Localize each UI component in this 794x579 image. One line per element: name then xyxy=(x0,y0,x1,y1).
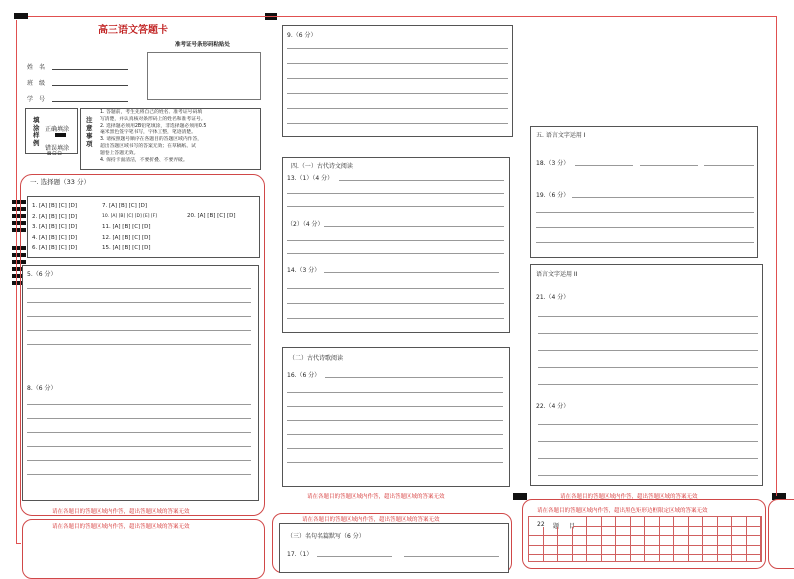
grid-cell[interactable] xyxy=(631,517,646,527)
section1-title: 一. 选择题（33 分） xyxy=(30,178,90,186)
q22-line[interactable] xyxy=(538,441,758,442)
q9-line[interactable] xyxy=(287,93,508,94)
grid-cell[interactable] xyxy=(573,546,588,556)
q21-line[interactable] xyxy=(538,350,758,351)
q22-label: 22.（4 分） xyxy=(536,403,570,410)
grid-cell[interactable] xyxy=(602,517,617,527)
grid-cell[interactable] xyxy=(573,536,588,546)
grid-cell[interactable] xyxy=(703,536,718,546)
q19-line[interactable] xyxy=(536,242,754,243)
sheet-title: 高三语文答题卡 xyxy=(98,25,168,36)
q13-label: 13.（1）（4 分） xyxy=(287,175,334,182)
q13-line[interactable] xyxy=(339,180,504,181)
wrong-fill-label: 错误填涂 xyxy=(45,145,70,152)
choice-row-2[interactable]: 2. [A] [B] [C] [D] xyxy=(32,213,78,220)
grid-cell[interactable] xyxy=(674,555,689,562)
class-field[interactable] xyxy=(52,85,128,86)
grid-cell[interactable] xyxy=(544,527,559,537)
q9-line[interactable] xyxy=(287,123,508,124)
notice-text: 1. 答题前，考生先将自己的姓名、准考证号码填 写清楚，并认真核对条形码上的姓名和准考证号。 2. 选择题必须用2B铅笔填涂，非选择题必须用0.5 毫米黑色签字笔书写，字体工整，笔迹清楚。 3. 请按照题号顺序在各题目的答题区域内作答， 超出答题区域书写的答案无效；在草稿纸、试 题卷上答题无效。 4. 保持卡面清洁，不要折叠、不要弄破。 xyxy=(100,110,207,163)
q9-line[interactable] xyxy=(287,78,508,79)
q16-line[interactable] xyxy=(287,406,503,407)
grid-cell[interactable] xyxy=(544,536,559,546)
q18-blank[interactable] xyxy=(575,165,633,166)
wrong-fill-samples: ⊠⊡⊟ xyxy=(47,151,63,157)
q13-2-label: （2）（4 分） xyxy=(287,221,324,228)
grid-cell[interactable] xyxy=(558,527,573,537)
frame-right-line xyxy=(776,16,777,496)
q18-blank[interactable] xyxy=(704,165,754,166)
q22-line[interactable] xyxy=(538,475,758,476)
q22-grid[interactable] xyxy=(528,516,762,562)
q22-line[interactable] xyxy=(538,424,758,425)
grid-cell[interactable] xyxy=(573,517,588,527)
grid-cell[interactable] xyxy=(660,527,675,537)
q14-line[interactable] xyxy=(287,318,504,319)
q8-line[interactable] xyxy=(27,418,251,419)
q14-label: 14.（3 分） xyxy=(287,267,321,274)
grid-cell[interactable] xyxy=(718,527,733,537)
section5-title: 五. 语言文字运用 I xyxy=(536,132,586,139)
name-field[interactable] xyxy=(52,69,128,70)
student-id-field[interactable] xyxy=(52,101,128,102)
q18-blank[interactable] xyxy=(640,165,698,166)
q19-label: 19.（6 分） xyxy=(536,192,570,199)
frame-top-line xyxy=(28,16,776,17)
grid-cell[interactable] xyxy=(544,546,559,556)
grid-cell[interactable] xyxy=(689,517,704,527)
grid-cell[interactable] xyxy=(645,546,660,556)
q19-line[interactable] xyxy=(536,212,754,213)
grid-cell[interactable] xyxy=(645,555,660,562)
q16-label: 16.（6 分） xyxy=(287,372,321,379)
q16-line[interactable] xyxy=(325,377,503,378)
grid-cell[interactable] xyxy=(631,527,646,537)
grid-cell[interactable] xyxy=(587,527,602,537)
grid-cell[interactable] xyxy=(660,517,675,527)
q9-line[interactable] xyxy=(287,63,508,64)
grid-cell[interactable] xyxy=(689,555,704,562)
choice-row-3[interactable]: 3. [A] [B] [C] [D] xyxy=(32,224,78,230)
q19-line[interactable] xyxy=(572,197,754,198)
q14-line[interactable] xyxy=(287,288,504,289)
grid-cell[interactable] xyxy=(689,546,704,556)
grid-cell[interactable] xyxy=(631,546,646,556)
grid-cell[interactable] xyxy=(602,555,617,562)
q9-line[interactable] xyxy=(287,48,508,49)
q17-line[interactable] xyxy=(404,556,499,557)
q9-line[interactable] xyxy=(287,108,508,109)
grid-cell[interactable] xyxy=(747,546,762,556)
frame-left-line xyxy=(16,20,17,543)
frame-bottom-line xyxy=(16,543,21,544)
q16-line[interactable] xyxy=(287,448,503,449)
notice-label: 注 意 事 项 xyxy=(86,116,93,148)
q8-label: 8.（6 分） xyxy=(27,385,57,392)
q8-line[interactable] xyxy=(27,460,251,461)
barcode-label: 准考证号条形码粘贴处 xyxy=(175,42,231,48)
choice-row-4[interactable]: 4. [A] [B] [C] [D] xyxy=(32,234,78,241)
grid-cell[interactable] xyxy=(660,536,675,546)
q13-2-line[interactable] xyxy=(324,226,504,227)
q13-2-line[interactable] xyxy=(287,253,504,254)
warning-text: 请在各题目的答题区域内作答，超出答题区域的答案无效 xyxy=(560,494,698,500)
section4-title: 四.（一）古代诗文阅读 xyxy=(291,163,353,170)
choice-col-3 xyxy=(187,211,236,222)
name-label: 姓 名 xyxy=(27,64,46,71)
grid-cell[interactable] xyxy=(587,546,602,556)
class-label: 班 级 xyxy=(27,80,46,87)
grid-cell[interactable] xyxy=(747,527,762,537)
grid-cell[interactable] xyxy=(674,536,689,546)
grid-cell[interactable] xyxy=(587,555,602,562)
q19-line[interactable] xyxy=(536,227,754,228)
poetry-subtitle: （二）古代诗歌阅读 xyxy=(289,355,344,362)
barcode-area[interactable] xyxy=(147,52,261,100)
grid-cell[interactable] xyxy=(747,517,762,527)
q16-line[interactable] xyxy=(287,434,503,435)
grid-cell[interactable] xyxy=(602,527,617,537)
grid-cell[interactable] xyxy=(529,546,544,556)
grid-cell[interactable] xyxy=(747,536,762,546)
q13-line[interactable] xyxy=(287,206,504,207)
grid-cell[interactable] xyxy=(674,546,689,556)
grid-cell[interactable] xyxy=(587,536,602,546)
grid-cell[interactable] xyxy=(558,555,573,562)
q9-label: 9.（6 分） xyxy=(287,32,317,39)
grid-cell[interactable] xyxy=(674,517,689,527)
q16-line[interactable] xyxy=(287,392,503,393)
grid-cell[interactable] xyxy=(573,527,588,537)
corner-marker-bottom-mid xyxy=(513,493,527,500)
q21-line[interactable] xyxy=(538,316,758,317)
grid-cell[interactable] xyxy=(631,536,646,546)
next-page-frame xyxy=(768,499,794,569)
correct-fill-sample xyxy=(55,133,66,137)
grid-cell[interactable] xyxy=(645,527,660,537)
q16-line[interactable] xyxy=(287,462,503,463)
grid-cell[interactable] xyxy=(645,517,660,527)
grid-cell[interactable] xyxy=(674,527,689,537)
q22-grid-label-1: 题 xyxy=(553,523,560,530)
q8-line[interactable] xyxy=(27,446,251,447)
warning-text: 请在各题目的答题区域内作答，超出答题区域的答案无效 xyxy=(52,524,190,530)
q5-line[interactable] xyxy=(27,316,251,317)
q22-grid-label-2: 目 xyxy=(569,523,576,530)
q5-line[interactable] xyxy=(27,288,251,289)
choice-row-20[interactable]: 20. [A] [B] [C] [D] xyxy=(187,213,236,219)
grid-cell[interactable] xyxy=(616,536,631,546)
correct-fill-label: 正确填涂 xyxy=(45,126,70,133)
grid-cell[interactable] xyxy=(718,546,733,556)
choice-col-2 xyxy=(102,201,157,254)
grid-cell[interactable] xyxy=(558,536,573,546)
q14-line[interactable] xyxy=(287,303,504,304)
warning-text: 请在各题目的答题区域内作答，超出答题区域的答案无效 xyxy=(302,517,440,523)
q9-box xyxy=(282,25,513,137)
grid-cell[interactable] xyxy=(573,555,588,562)
grid-cell[interactable] xyxy=(616,527,631,537)
q21-line[interactable] xyxy=(538,384,758,385)
q5-line[interactable] xyxy=(27,330,251,331)
choice-row-15[interactable]: 15. [A] [B] [C] [D] xyxy=(102,245,151,251)
grid-cell[interactable] xyxy=(660,546,675,556)
grid-cell[interactable] xyxy=(718,517,733,527)
grid-cell[interactable] xyxy=(732,555,747,562)
answer-box-5-8 xyxy=(22,265,259,501)
grid-cell[interactable] xyxy=(529,527,544,537)
grid-cell[interactable] xyxy=(732,536,747,546)
grid-cell[interactable] xyxy=(645,536,660,546)
q5-line[interactable] xyxy=(27,344,251,345)
grid-cell[interactable] xyxy=(529,536,544,546)
q13-line[interactable] xyxy=(287,193,504,194)
choice-row-1[interactable]: 1. [A] [B] [C] [D] xyxy=(32,203,78,209)
q14-line[interactable] xyxy=(324,272,499,273)
grid-cell[interactable] xyxy=(703,527,718,537)
grid-cell[interactable] xyxy=(732,527,747,537)
grid-cell[interactable] xyxy=(616,555,631,562)
grid-cell[interactable] xyxy=(602,536,617,546)
grid-cell[interactable] xyxy=(631,555,646,562)
choice-row-12[interactable]: 12. [A] [B] [C] [D] xyxy=(102,234,151,241)
warning-text: 请在各题目的答题区域内作答，超出答题区域的答案无效 xyxy=(52,509,190,515)
q18-label: 18.（3 分） xyxy=(536,160,570,167)
choice-row-10[interactable]: 10. [A] [B] [C] [D] [E] [F] xyxy=(102,213,158,219)
grid-cell[interactable] xyxy=(616,517,631,527)
section4-box xyxy=(282,157,510,333)
q5-label: 5.（6 分） xyxy=(27,271,57,278)
poetry-box xyxy=(282,347,510,487)
grid-cell[interactable] xyxy=(747,555,762,562)
choice-row-11[interactable]: 11. [A] [B] [C] [D] xyxy=(102,224,151,230)
grid-cell[interactable] xyxy=(544,555,559,562)
grid-cell[interactable] xyxy=(703,546,718,556)
q17-line[interactable] xyxy=(317,556,392,557)
q21-line[interactable] xyxy=(538,367,758,368)
q5-line[interactable] xyxy=(27,302,251,303)
q21-line[interactable] xyxy=(538,333,758,334)
q13-2-line[interactable] xyxy=(287,240,504,241)
fill-example-label: 填 涂 样 例 xyxy=(33,116,40,147)
grid-cell[interactable] xyxy=(660,555,675,562)
grid-cell[interactable] xyxy=(587,517,602,527)
lang2-title: 语言文字运用 II xyxy=(536,271,578,278)
grid-cell[interactable] xyxy=(703,555,718,562)
q21-label: 21.（4 分） xyxy=(536,294,570,301)
q8-line[interactable] xyxy=(27,474,251,475)
warning-text: 请在各题目的答题区域内作答，超出黑色矩形边框限定区域的答案无效 xyxy=(537,508,708,514)
grid-cell[interactable] xyxy=(689,536,704,546)
grid-cell[interactable] xyxy=(703,517,718,527)
grid-cell[interactable] xyxy=(689,527,704,537)
q22-line[interactable] xyxy=(538,458,758,459)
q8-line[interactable] xyxy=(27,432,251,433)
grid-cell[interactable] xyxy=(732,546,747,556)
q22-grid-number: 22 xyxy=(537,521,545,528)
grid-cell[interactable] xyxy=(718,555,733,562)
choice-col-1 xyxy=(32,201,77,254)
corner-marker-top-left xyxy=(14,13,28,19)
q16-line[interactable] xyxy=(287,420,503,421)
grid-cell[interactable] xyxy=(529,555,544,562)
grid-cell[interactable] xyxy=(558,546,573,556)
choice-row-6[interactable]: 6. [A] [B] [C] [D] xyxy=(32,245,78,251)
choice-row-7[interactable]: 7. [A] [B] [C] [D] xyxy=(102,203,148,209)
warning-text: 请在各题目的答题区域内作答，超出答题区域的答案无效 xyxy=(307,494,445,500)
q8-line[interactable] xyxy=(27,404,251,405)
famous-lines-subtitle: （三）名句名篇默写（6 分） xyxy=(287,533,365,540)
grid-cell[interactable] xyxy=(602,546,617,556)
student-id-label: 学 号 xyxy=(27,96,46,103)
grid-cell[interactable] xyxy=(718,536,733,546)
grid-cell[interactable] xyxy=(732,517,747,527)
grid-cell[interactable] xyxy=(616,546,631,556)
q17-label: 17.（1） xyxy=(287,551,313,558)
